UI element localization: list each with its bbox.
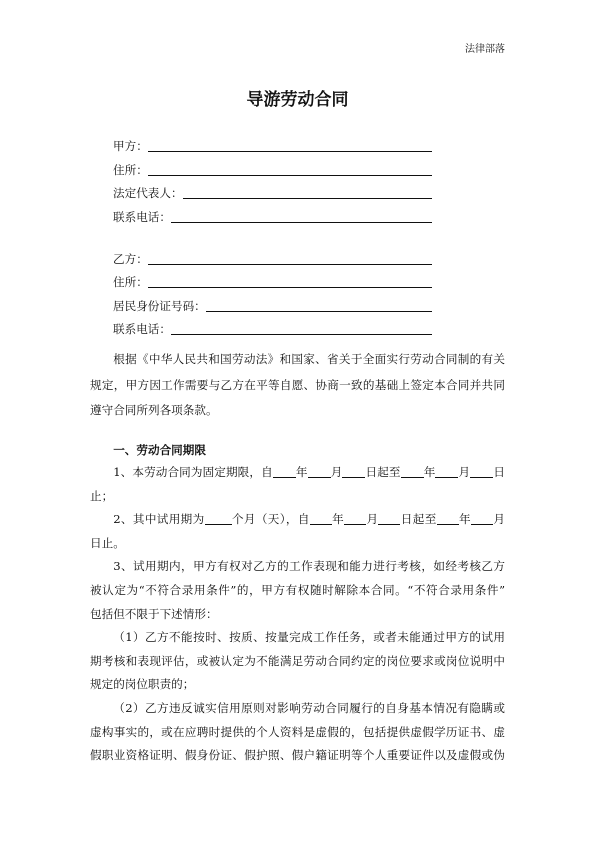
fill-in-blank — [310, 524, 332, 525]
clause-text: 年 — [423, 465, 436, 479]
clause-line: 被认定为“不符合录用条件”的，甲方有权随时解除本合同。“不符合录用条件” — [90, 582, 505, 597]
field-blank-line — [183, 198, 432, 199]
clause-line: 止； — [90, 488, 114, 503]
party-a-section — [113, 135, 432, 229]
fill-in-blank — [344, 524, 366, 525]
clause-line: 日止。 — [90, 535, 125, 550]
section-heading: 一、劳动合同期限 — [113, 443, 206, 457]
fill-in-blank — [471, 524, 493, 525]
field-label: 联系电话： — [113, 322, 171, 337]
field-label: 甲方： — [113, 139, 148, 154]
field-label: 住所： — [113, 162, 148, 177]
clause-3-item-1 — [90, 626, 505, 697]
party-a-phone-row — [113, 206, 432, 230]
item-line: （1）乙方不能按时、按质、按量完成工作任务，或者未能通过甲方的试用 — [113, 630, 505, 645]
field-blank-line — [171, 222, 432, 223]
party-b-address-row — [113, 271, 432, 295]
clause-text: 月 — [366, 512, 379, 527]
field-blank-line — [148, 264, 432, 265]
fill-in-blank — [342, 477, 365, 478]
clause-text: 月 — [458, 465, 471, 479]
fill-in-blank — [308, 477, 331, 478]
party-b-name-row — [113, 248, 432, 272]
fill-in-blank — [470, 477, 493, 478]
clause-line: 包括但不限于下述情形： — [90, 606, 218, 621]
fill-in-blank — [401, 477, 424, 478]
field-blank-line — [206, 311, 432, 312]
clause-text: 1、本劳动合同为固定期限，自 — [113, 465, 273, 479]
item-line: 规定的岗位职责的； — [90, 677, 195, 692]
clause-text: 年 — [295, 465, 308, 479]
field-blank-line — [148, 151, 432, 152]
party-a-address-row — [113, 159, 432, 183]
clause-text: 2、其中试用期为 — [113, 512, 205, 527]
clause-text: 个月（天），自 — [231, 512, 310, 527]
fill-in-blank — [378, 524, 400, 525]
clause-text: 日起至 — [365, 465, 401, 479]
party-b-section — [113, 248, 432, 342]
item-line: （2）乙方违反诚实信用原则对影响劳动合同履行的自身基本情况有隐瞒或 — [113, 700, 505, 715]
item-line: 虚构事实的，或在应聘时提供的个人资料是虚假的，包括提供虚假学历证书、虚 — [90, 724, 505, 739]
clause-text: 月 — [492, 512, 505, 527]
clause-text: 月 — [330, 465, 343, 479]
preamble-line: 根据《中华人民共和国劳动法》和国家、省关于全面实行劳动合同制的有关 — [113, 352, 505, 367]
fill-in-blank — [437, 524, 459, 525]
preamble-line: 规定，甲方因工作需要与乙方在平等自愿、协商一致的基础上签定本合同并共同 — [90, 377, 505, 392]
field-blank-line — [148, 287, 432, 288]
field-label: 法定代表人： — [113, 186, 183, 201]
clause-line: 3、试用期内，甲方有权对乙方的工作表现和能力进行考核，如经考核乙方 — [113, 559, 505, 574]
clause-3-item-2 — [90, 697, 505, 768]
fill-in-blank — [435, 477, 458, 478]
clause-1-fixed-term — [90, 461, 505, 508]
item-line: 假职业资格证明、假身份证、假护照、假户籍证明等个人重要证件以及虚假或伪 — [90, 748, 505, 763]
party-b-phone-row — [113, 318, 432, 342]
party-a-name-row — [113, 135, 432, 159]
clause-3-probation-assessment — [90, 555, 505, 626]
clause-line — [113, 461, 505, 485]
field-label: 联系电话： — [113, 209, 171, 224]
preamble-paragraph — [90, 347, 505, 423]
field-blank-line — [148, 175, 432, 176]
document-title: 导游劳动合同 — [246, 90, 349, 110]
clause-text: 年 — [331, 512, 345, 527]
clause-text: 日 — [493, 465, 505, 479]
field-label: 住所： — [113, 275, 148, 290]
field-blank-line — [171, 334, 432, 335]
clause-line — [113, 508, 505, 532]
party-b-id-number-row — [113, 295, 432, 319]
fill-in-blank — [273, 477, 296, 478]
clause-text: 日起至 — [400, 512, 437, 527]
field-label: 居民身份证号码： — [113, 298, 206, 313]
item-line: 期考核和表现评估，或被认定为不能满足劳动合同约定的岗位要求或岗位说明中 — [90, 653, 505, 668]
fill-in-blank — [205, 524, 232, 525]
preamble-line: 遵守合同所列各项条款。 — [90, 403, 218, 418]
clause-2-probation — [90, 508, 505, 555]
field-label: 乙方： — [113, 251, 148, 266]
clause-text: 年 — [458, 512, 471, 527]
section-contract-term — [90, 439, 505, 768]
party-a-legal-rep-row — [113, 182, 432, 206]
header-brand: 法律部落 — [465, 44, 505, 55]
